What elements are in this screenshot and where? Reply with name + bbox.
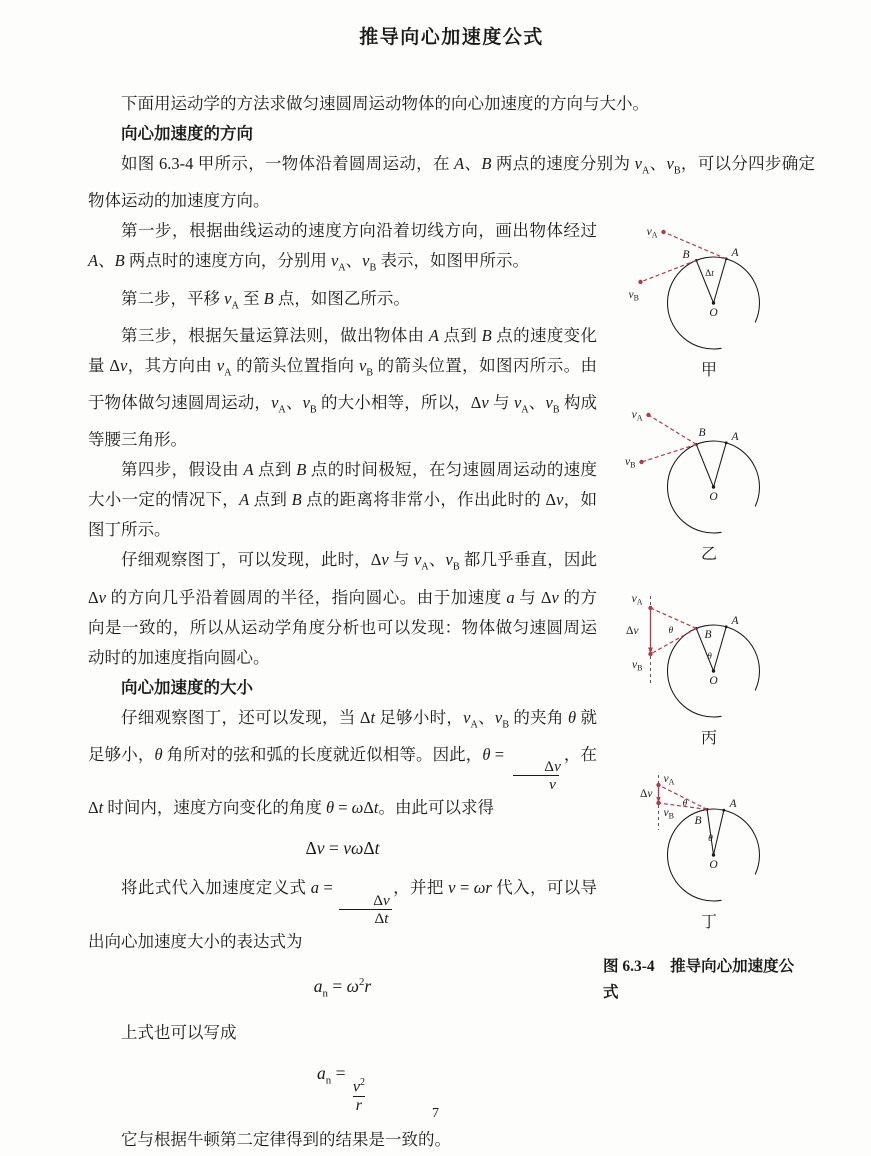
theta-at-b-label: θ xyxy=(682,799,688,810)
figure-ding xyxy=(603,770,815,932)
point-a xyxy=(725,626,728,629)
va-tip-dot xyxy=(646,413,650,417)
radius-ob xyxy=(707,810,713,856)
vb-vector xyxy=(642,445,697,463)
vb-tip-dot xyxy=(656,801,660,805)
lead-section xyxy=(88,89,815,216)
theta-at-b-label: θ xyxy=(668,626,674,637)
figure-jia xyxy=(603,218,815,380)
point-a-label: A xyxy=(731,247,739,260)
paragraph-step3: 第三步，根据矢量运算法则，做出物体由 A 点到 B 点的速度变化量 Δv，其方向由 $v_A$ 的箭头位置指向 $v_B$ 的箭头位置，如图丙所示。由于物体做匀速圆周运动，$v_A$、$v_B$ 的大小相等，所以，Δv 与 $v_A$、$v_B$ 构成等腰三角形。 xyxy=(88,325,598,450)
vb-tip-dot xyxy=(639,460,643,464)
radius-oa xyxy=(714,810,724,855)
point-a-label: A xyxy=(731,431,739,444)
vb-label: $v_B$ xyxy=(628,289,639,303)
paragraph-magnitude: 仔细观察图丁，还可以发现，当 Δt 足够小时，$v_A$、$v_B$ 的夹角 θ 就足够小，θ 角所对的弦和弧的长度就近似相等。因此，θ = $\frac{\Delta v}{v}$ ，在 Δt 时间内，速度方向变化的角度 θ = ωΔt。由此可以求得 xyxy=(88,707,598,818)
heading-magnitude: 向心加速度的大小 xyxy=(121,677,253,697)
point-a-label: A xyxy=(731,615,739,628)
vb-vector xyxy=(651,629,697,655)
figure-jia-diagram xyxy=(603,218,799,356)
page-number: 7 xyxy=(432,1106,439,1121)
point-b-label: B xyxy=(694,815,702,828)
paragraph-step2: 第二步，平移 $v_A$ 至 B 点，如图乙所示。 xyxy=(121,288,410,311)
va-tip-dot xyxy=(661,230,665,234)
paragraph-lead: 下面用运动学的方法求做匀速圆周运动物体的向心加速度的方向与大小。 xyxy=(121,94,649,113)
figure-label-bing: 丙 xyxy=(700,730,717,748)
delta-v-label: Δv xyxy=(639,788,653,801)
text-column xyxy=(88,216,597,1155)
center-point xyxy=(712,486,715,489)
center-point xyxy=(712,302,715,305)
figure-bing xyxy=(603,586,815,748)
paragraph-step4: 第四步，假设由 A 点到 B 点的时间极短，在匀速圆周运动的速度大小一定的情况下，A 点到 B 点的距离将非常小，作出此时的 Δv，如图丁所示。 xyxy=(88,460,598,540)
va-tip-dot xyxy=(656,783,660,787)
figure-caption: 图 6.3-4 推导向心加速度公式 xyxy=(603,958,795,1002)
vb-tip-dot xyxy=(638,280,642,284)
paragraph-observation: 仔细观察图丁，可以发现，此时，Δv 与 $v_A$、$v_B$ 都几乎垂直，因此 Δv 的方向几乎沿着圆周的半径，指向圆心。由于加速度 a 与 Δv 的方向是一致的，所以从运动学角度分析也可以发现：物体做匀速圆周运动时的加速度指向圆心。 xyxy=(88,550,598,667)
va-vector xyxy=(664,232,727,262)
point-a xyxy=(725,442,728,445)
radius-ob xyxy=(696,445,713,488)
formula-delta-v: Δv = vωΔt xyxy=(305,838,380,859)
page-title: 推导向心加速度公式 xyxy=(359,27,544,48)
center-point xyxy=(712,670,715,673)
paragraph-conclusion: 它与根据牛顿第二定律得到的结果是一致的。 xyxy=(121,1130,451,1150)
figure-label-ding: 丁 xyxy=(700,914,717,932)
radius-oa xyxy=(714,627,727,671)
center-o-label: O xyxy=(709,307,718,320)
vb-label: $v_B$ xyxy=(663,807,674,821)
center-o-label: O xyxy=(709,675,718,688)
va-tip-dot xyxy=(648,606,652,610)
figure-label-jia: 甲 xyxy=(700,362,717,380)
radius-oa xyxy=(714,443,727,487)
va-translated-vector xyxy=(649,415,697,444)
paragraph-setup: 如图 6.3-4 甲所示，一物体沿着圆周运动，在 A、B 两点的速度分别为 $v_A$、$v_B$，可以分四步确定物体运动的加速度方向。 xyxy=(88,154,816,211)
vb-label: $v_B$ xyxy=(625,456,636,470)
heading-direction: 向心加速度的方向 xyxy=(121,124,253,143)
figure-yi xyxy=(603,402,815,564)
formula-an-v: $a_n$ = $\frac{v^2}{r}$ xyxy=(317,1063,365,1115)
delta-t-label: Δt xyxy=(705,269,714,280)
va-label: $v_A$ xyxy=(663,773,675,787)
va-label: $v_A$ xyxy=(646,226,658,240)
vb-label: $v_B$ xyxy=(632,659,643,673)
point-a xyxy=(722,809,725,812)
figure-column xyxy=(603,216,815,1006)
vb-vector xyxy=(641,261,697,283)
paragraph-substitution: 将此式代入加速度定义式 a = $\frac{\Delta v}{\Delta t}$ ，并把 v = ωr 代入，可以导出向心加速度大小的表达式为 xyxy=(88,878,597,951)
theta-at-o-label: θ xyxy=(707,652,712,663)
point-b-label: B xyxy=(704,629,712,642)
figure-label-yi: 乙 xyxy=(700,546,717,564)
theta-at-o-label: θ xyxy=(708,834,713,845)
two-column-area xyxy=(88,216,815,1155)
center-o-label: O xyxy=(709,491,718,504)
radius-oa xyxy=(714,259,727,303)
va-label: $v_A$ xyxy=(631,593,643,607)
center-point xyxy=(712,854,715,857)
va-label: $v_A$ xyxy=(631,409,643,423)
formula-an-omega: $a_n = \omega^2r$ xyxy=(313,975,372,1000)
paragraph-also: 上式也可以写成 xyxy=(121,1023,237,1043)
point-a-label: A xyxy=(729,798,737,811)
point-b-label: B xyxy=(698,427,706,440)
delta-v-label: Δv xyxy=(625,625,639,638)
radius-ob xyxy=(696,261,713,304)
vb-tip-dot xyxy=(648,652,652,656)
figure-ding-diagram xyxy=(603,770,799,908)
figure-yi-diagram xyxy=(603,402,799,540)
paragraph-step1: 第一步，根据曲线运动的速度方向沿着切线方向，画出物体经过 A、B 两点时的速度方向，分别用 $v_A$、$v_B$ 表示，如图甲所示。 xyxy=(88,221,597,274)
center-o-label: O xyxy=(709,859,718,872)
va-translated-vector xyxy=(651,608,697,628)
figure-bing-diagram xyxy=(603,586,799,724)
point-b-label: B xyxy=(682,249,690,262)
